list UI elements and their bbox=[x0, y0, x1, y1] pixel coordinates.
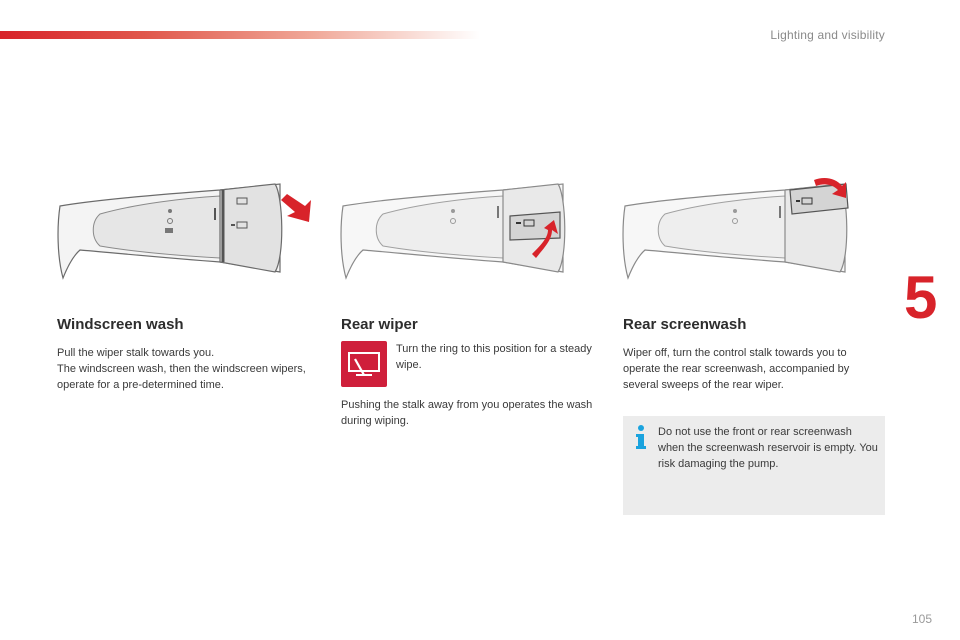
windscreen-wash-line1: Pull the wiper stalk towards you. bbox=[57, 347, 215, 359]
rear-screenwash-text: Wiper off, turn the control stalk towards you to operate the rear screenwash, accompanied by several sweeps of the rear wiper. bbox=[623, 347, 850, 391]
header-accent-bar bbox=[0, 31, 480, 39]
section-title: Lighting and visibility bbox=[770, 28, 885, 42]
info-box bbox=[623, 416, 885, 515]
stalk-illustration-rear-screenwash bbox=[620, 176, 890, 286]
windscreen-wash-title: Windscreen wash bbox=[57, 316, 184, 333]
rear-wiper-title: Rear wiper bbox=[341, 316, 418, 333]
info-icon bbox=[633, 424, 649, 450]
page-number: 105 bbox=[912, 612, 933, 626]
rear-screenwash-section bbox=[623, 316, 885, 393]
windscreen-wash-section bbox=[57, 316, 319, 393]
rear-wiper-icon bbox=[341, 341, 387, 387]
info-text: Do not use the front or rear screenwash when the screenwash reservoir is empty. You risk damaging the pump. bbox=[658, 426, 878, 470]
stalk-illustration-windscreen-wash bbox=[55, 176, 325, 286]
rear-wiper-push-text: Pushing the stalk away from you operates the wash during wiping. bbox=[341, 399, 593, 427]
windscreen-wash-line2: The windscreen wash, then the windscreen wipers, operate for a pre-determined time. bbox=[57, 363, 306, 391]
rear-screenwash-title: Rear screenwash bbox=[623, 316, 747, 333]
stalk-illustration-rear-wiper bbox=[338, 176, 608, 286]
chapter-number: 5 bbox=[904, 264, 938, 331]
rear-wiper-ring-text: Turn the ring to this position for a steady wipe. bbox=[396, 343, 592, 371]
